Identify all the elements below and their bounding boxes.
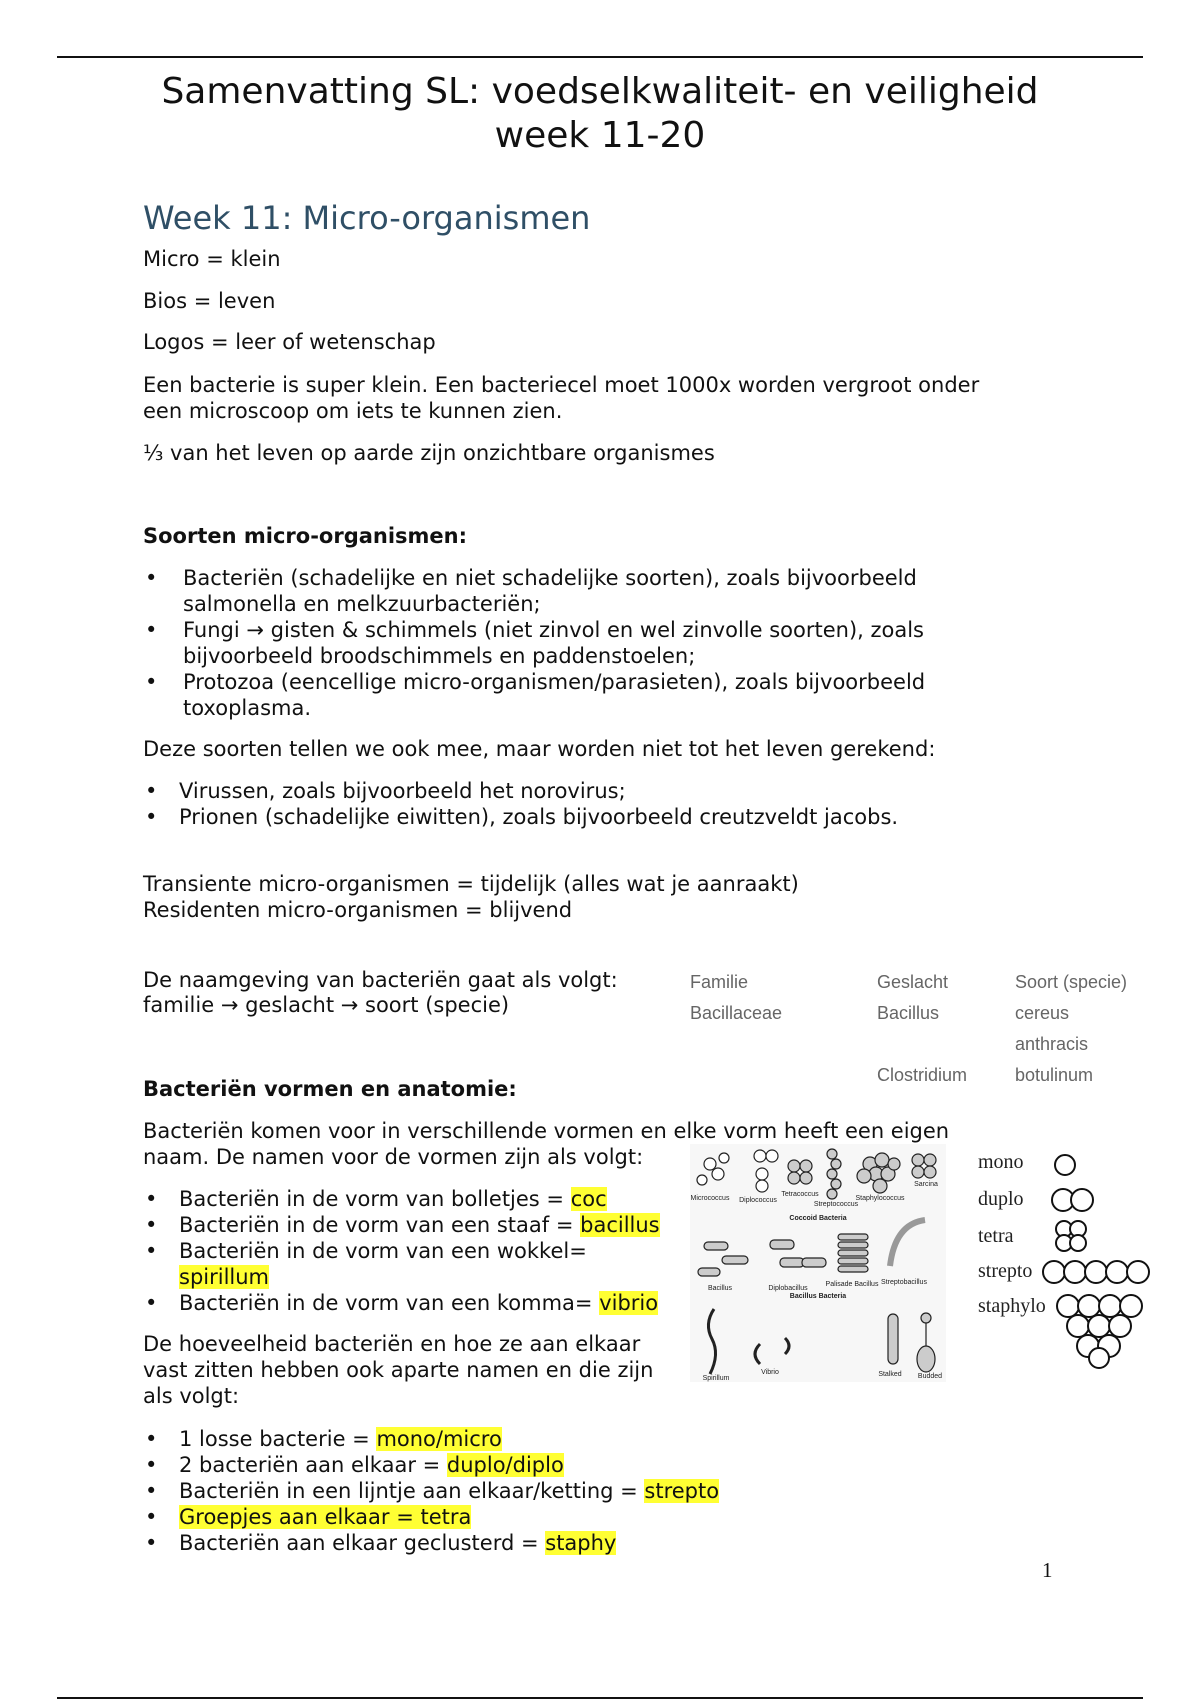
label-vibrio: Vibrio	[761, 1369, 779, 1376]
vormen-intro-line2: naam. De namen voor de vormen zijn als volgt:	[143, 1145, 644, 1169]
extra-intro: Deze soorten tellen we ook mee, maar worden niet tot het leven gerekend:	[143, 737, 936, 761]
section-heading: Week 11: Micro-organismen	[143, 199, 591, 237]
list-item: • Groepjes aan elkaar = tetra	[143, 1504, 719, 1530]
label-bacillus-bacteria: Bacillus Bacteria	[789, 1293, 847, 1300]
list-item: • 2 bacteriën aan elkaar = duplo/diplo	[143, 1452, 719, 1478]
list-item: • Bacteriën (schadelijke en niet schadelijke soorten), zoals bijvoorbeeld salmonella en melkzuurbacteriën;	[143, 565, 925, 617]
list-item: • 1 losse bacterie = mono/micro	[143, 1426, 719, 1452]
label-palisade: Palisade Bacillus	[825, 1281, 879, 1288]
bacteria-shapes-figure	[690, 1144, 946, 1382]
shape-label-duplo: duplo	[978, 1188, 1024, 1210]
table-header-soort: Soort (specie)	[1015, 972, 1128, 992]
list-item: • Bacteriën in de vorm van een komma= vibrio	[143, 1290, 660, 1316]
shape-label-mono: mono	[978, 1151, 1024, 1173]
label-sarcina: Sarcina	[914, 1181, 938, 1188]
definition-micro: Micro = klein	[143, 247, 281, 271]
label-micrococcus: Micrococcus	[690, 1195, 730, 1202]
label-coccoid: Coccoid Bacteria	[789, 1215, 847, 1222]
table-cell: Bacillaceae	[690, 1003, 783, 1023]
bottom-rule	[57, 1697, 1143, 1699]
definition-logos: Logos = leer of wetenschap	[143, 330, 436, 354]
shape-label-tetra: tetra	[978, 1225, 1014, 1247]
table-header-geslacht: Geslacht	[877, 972, 949, 992]
soorten-heading: Soorten micro-organismen:	[143, 524, 468, 548]
list-item: • Bacteriën in de vorm van een wokkel= spirillum	[143, 1238, 660, 1290]
extra-list	[143, 778, 898, 830]
table-cell: anthracis	[1015, 1034, 1089, 1054]
document-title-line1: Samenvatting SL: voedselkwaliteit- en veiligheid	[161, 71, 1039, 112]
grouping-intro-line2: vast zitten hebben ook aparte namen en die zijn	[143, 1358, 654, 1382]
list-item: • Bacteriën in de vorm van bolletjes = coc	[143, 1186, 660, 1212]
list-item: • Bacteriën aan elkaar geclusterd = staphy	[143, 1530, 719, 1556]
resident-line: Residenten micro-organismen = blijvend	[143, 898, 573, 922]
naming-line1: De naamgeving van bacteriën gaat als volgt:	[143, 968, 618, 992]
list-item: • Virussen, zoals bijvoorbeeld het norovirus;	[143, 778, 898, 804]
page-number: 1	[1042, 1558, 1053, 1582]
naming-line2: familie → geslacht → soort (specie)	[143, 993, 510, 1017]
label-spirillum: Spirillum	[702, 1375, 730, 1382]
grouping-intro-line1: De hoeveelheid bacteriën en hoe ze aan elkaar	[143, 1332, 641, 1356]
label-stalked: Stalked	[878, 1371, 902, 1378]
shape-label-strepto: strepto	[978, 1260, 1033, 1282]
paragraph-invisible: ⅓ van het leven op aarde zijn onzichtbare organismes	[143, 441, 715, 465]
label-budded: Budded	[917, 1373, 943, 1380]
vormen-heading: Bacteriën vormen en anatomie:	[143, 1077, 517, 1101]
label-staphylococcus: Staphylococcus	[855, 1195, 905, 1202]
list-item: • Protozoa (eencellige micro-organismen/parasieten), zoals bijvoorbeeld toxoplasma.	[143, 669, 925, 721]
arrangement-shapes-figure	[1040, 1148, 1170, 1370]
grouping-intro-line3: als volgt:	[143, 1384, 240, 1408]
table-header-familie: Familie	[690, 972, 749, 992]
list-item: • Prionen (schadelijke eiwitten), zoals bijvoorbeeld creutzveldt jacobs.	[143, 804, 898, 830]
label-diplococcus: Diplococcus	[739, 1197, 777, 1204]
vormen-intro-line1: Bacteriën komen voor in verschillende vormen en elke vorm heeft een eigen	[143, 1119, 950, 1143]
top-rule	[57, 56, 1143, 58]
grouping-list	[143, 1426, 719, 1556]
soorten-list	[143, 565, 925, 721]
list-item: • Bacteriën in een lijntje aan elkaar/ketting = strepto	[143, 1478, 719, 1504]
label-streptococcus: Streptococcus	[813, 1201, 859, 1208]
table-cell: botulinum	[1015, 1065, 1094, 1085]
list-item: • Fungi → gisten & schimmels (niet zinvol en wel zinvolle soorten), zoals bijvoorbeeld broodschimmels en paddenstoelen;	[143, 617, 925, 669]
table-cell: Bacillus	[877, 1003, 940, 1023]
label-bacillus: Bacillus	[707, 1285, 733, 1292]
paragraph-size-line1: Een bacterie is super klein. Een bacteriecel moet 1000x worden vergroot onder	[143, 373, 980, 397]
table-cell: cereus	[1015, 1003, 1070, 1023]
shape-label-staphylo: staphylo	[978, 1295, 1046, 1317]
list-item: • Bacteriën in de vorm van een staaf = bacillus	[143, 1212, 660, 1238]
table-cell: Clostridium	[877, 1065, 968, 1085]
definition-bios: Bios = leven	[143, 289, 276, 313]
label-tetracoccus: Tetracoccus	[781, 1191, 819, 1198]
paragraph-size-line2: een microscoop om iets te kunnen zien.	[143, 399, 563, 423]
label-streptobacillus: Streptobacillus	[881, 1279, 927, 1286]
document-title-line2: week 11-20	[494, 115, 706, 156]
vormen-list	[143, 1186, 660, 1316]
transient-line: Transiente micro-organismen = tijdelijk (alles wat je aanraakt)	[143, 872, 799, 896]
label-diplobacillus: Diplobacillus	[768, 1285, 808, 1292]
